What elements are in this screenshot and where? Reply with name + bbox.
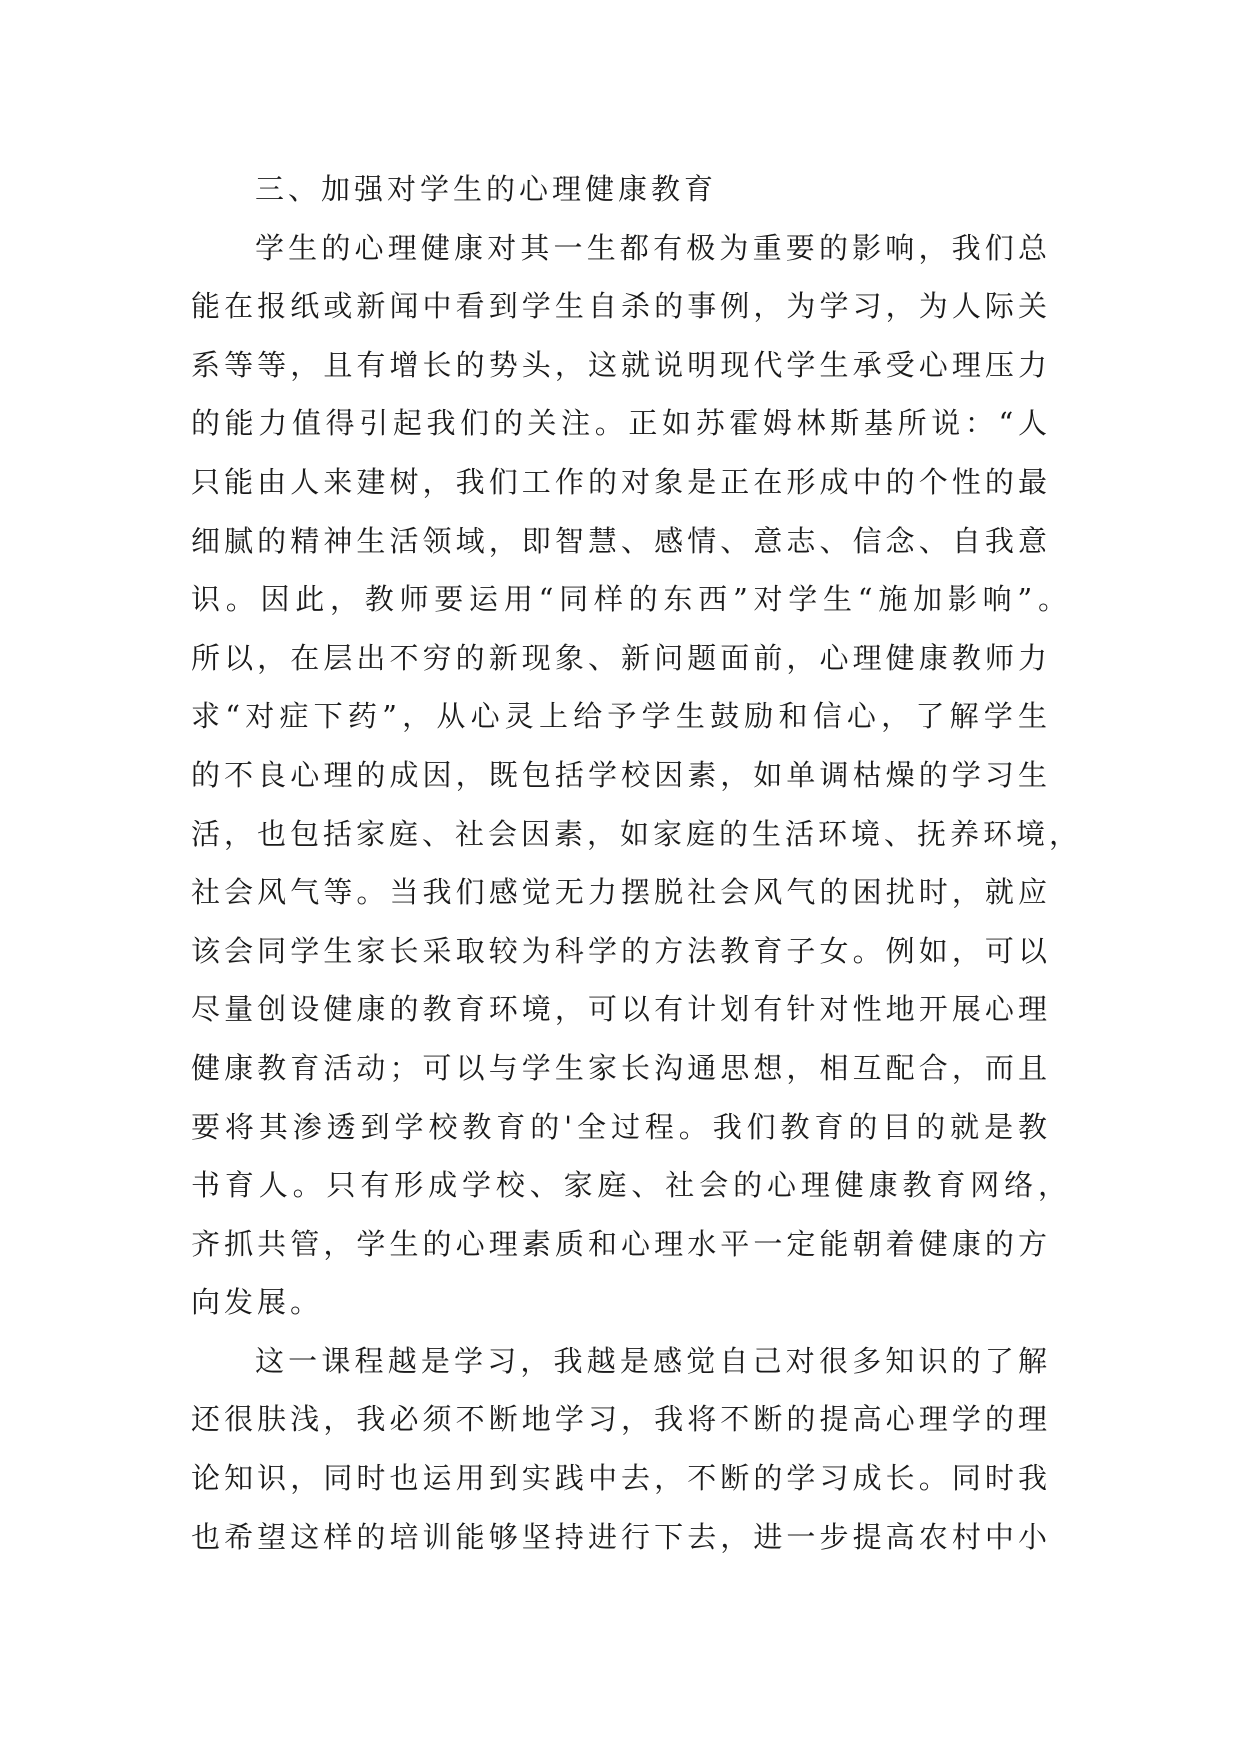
paragraph-line: 尽量创设健康的教育环境，可以有计划有针对性地开展心理	[191, 992, 1051, 1027]
paragraph-line: 还很肤浅，我必须不断地学习，我将不断的提高心理学的理	[191, 1402, 1051, 1437]
section-heading: 三、加强对学生的心理健康教育	[255, 172, 718, 206]
paragraph-line: 学生的心理健康对其一生都有极为重要的影响，我们总	[255, 230, 1051, 265]
paragraph-line: 活，也包括家庭、社会因素，如家庭的生活环境、抚养环境，	[191, 816, 1083, 851]
paragraph-2	[191, 1332, 1051, 1566]
paragraph-line: 论知识，同时也运用到实践中去，不断的学习成长。同时我	[191, 1461, 1051, 1496]
paragraph-line: 社会风气等。当我们感觉无力摆脱社会风气的困扰时，就应	[191, 875, 1051, 910]
paragraph-line: 的能力值得引起我们的关注。正如苏霍姆林斯基所说：“人	[191, 406, 1051, 441]
paragraph-line: 求“对症下药”，从心灵上给予学生鼓励和信心，了解学生	[191, 699, 1051, 734]
paragraph-line: 也希望这样的培训能够坚持进行下去，进一步提高农村中小	[191, 1519, 1051, 1554]
paragraph-1	[191, 219, 1083, 1332]
paragraph-line: 齐抓共管，学生的心理素质和心理水平一定能朝着健康的方	[191, 1226, 1051, 1261]
paragraph-line: 能在报纸或新闻中看到学生自杀的事例，为学习，为人际关	[191, 289, 1051, 324]
paragraph-line: 向发展。	[191, 1285, 324, 1320]
paragraph-line: 要将其渗透到学校教育的'全过程。我们教育的目的就是教	[191, 1109, 1051, 1144]
paragraph-line: 系等等，且有增长的势头，这就说明现代学生承受心理压力	[191, 347, 1051, 382]
paragraph-line: 的不良心理的成因，既包括学校因素，如单调枯燥的学习生	[191, 757, 1051, 792]
paragraph-line: 识。因此，教师要运用“同样的东西”对学生“施加影响”。	[191, 582, 1071, 617]
paragraph-line: 书育人。只有形成学校、家庭、社会的心理健康教育网络，	[191, 1168, 1071, 1203]
paragraph-line: 这一课程越是学习，我越是感觉自己对很多知识的了解	[255, 1343, 1051, 1378]
paragraph-line: 健康教育活动；可以与学生家长沟通思想，相互配合，而且	[191, 1050, 1051, 1085]
paragraph-line: 细腻的精神生活领域，即智慧、感情、意志、信念、自我意	[191, 523, 1051, 558]
paragraph-line: 该会同学生家长采取较为科学的方法教育子女。例如，可以	[191, 933, 1051, 968]
paragraph-line: 只能由人来建树，我们工作的对象是正在形成中的个性的最	[191, 464, 1051, 499]
paragraph-line: 所以，在层出不穷的新现象、新问题面前，心理健康教师力	[191, 640, 1051, 675]
document-body	[191, 160, 1083, 1566]
